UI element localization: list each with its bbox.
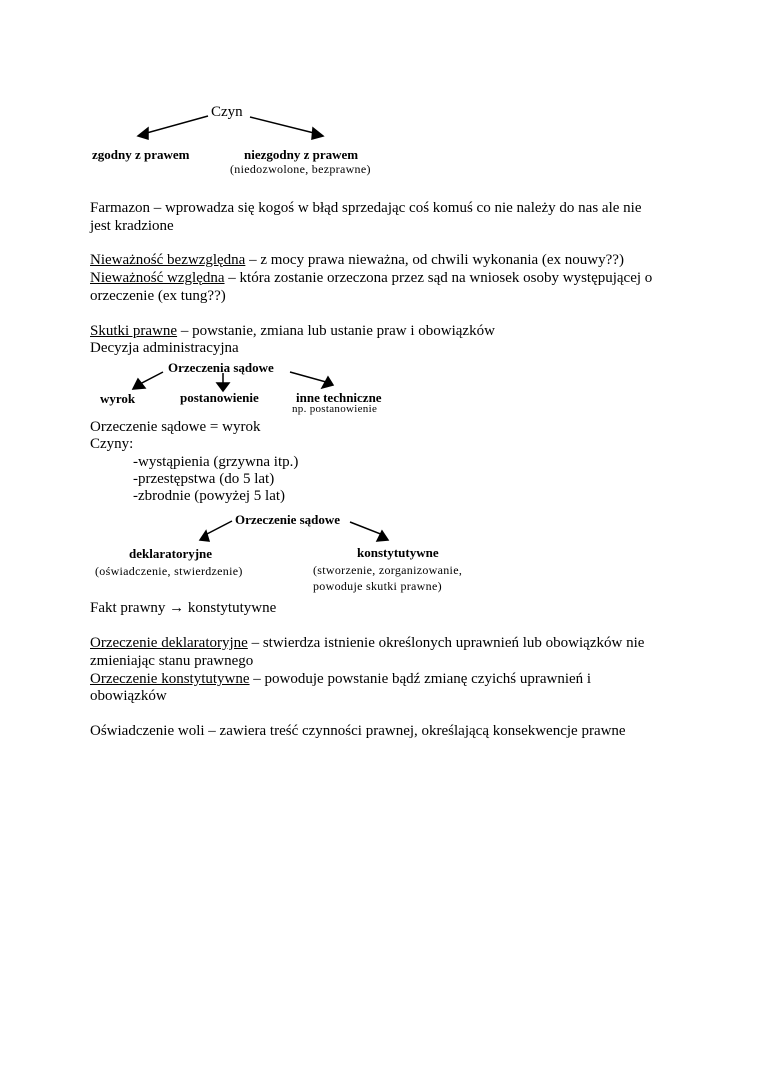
- oswiadczenie-woli: Oświadczenie woli – zawiera treść czynności prawnej, określającą konsekwencje prawne: [90, 723, 626, 739]
- arrowhead-icon: [133, 379, 145, 389]
- czyny-item: -wystąpienia (grzywna itp.): [133, 454, 299, 470]
- farmazon-line1: Farmazon – wprowadza się kogoś w błąd sprzedając coś komuś co nie należy do nas ale nie: [90, 200, 642, 216]
- arrow-czyn-right: [250, 117, 318, 134]
- diagram1-root: Czyn: [211, 104, 243, 120]
- orzeczenie-konstytutywne-cont: obowiązków: [90, 688, 167, 704]
- diagram3-right: konstytutywne: [357, 545, 439, 560]
- diagram3-left: deklaratoryjne: [129, 546, 213, 561]
- arrow-czyn-left: [143, 116, 208, 134]
- skutki-prawne: Skutki prawne – powstanie, zmiana lub ustanie praw i obowiązków: [90, 323, 495, 339]
- arrow-orz-right: [290, 372, 326, 382]
- orzeczenie-deklaratoryjne: Orzeczenie deklaratoryjne – stwierdza istnienie określonych uprawnień lub obowiązków nie: [90, 635, 645, 651]
- diagram1-right-note: (niedozwolone, bezprawne): [230, 162, 371, 176]
- farmazon-line2: jest kradzione: [90, 218, 174, 234]
- diagram3-root: Orzeczenie sądowe: [235, 512, 341, 527]
- arrow-orzecz-right: [350, 522, 383, 535]
- niewaznosc-bezwzgledna: Nieważność bezwzględna – z mocy prawa nieważna, od chwili wykonania (ex nouwy??): [90, 252, 624, 268]
- orzeczenie-deklaratoryjne-cont: zmieniając stanu prawnego: [90, 653, 254, 669]
- diagram3-right-note1: (stworzenie, zorganizowanie,: [313, 563, 463, 577]
- decyzja: Decyzja administracyjna: [90, 340, 239, 356]
- arrowhead-icon: [322, 377, 333, 388]
- diagram3-left-note: (oświadczenie, stwierdzenie): [95, 564, 243, 578]
- diagram2-middle: postanowienie: [180, 390, 259, 405]
- diagram3-right-note2: powoduje skutki prawne): [313, 579, 442, 593]
- czyny: Czyny:: [90, 436, 134, 452]
- czyny-item: -zbrodnie (powyżej 5 lat): [133, 488, 286, 504]
- diagram2-right: inne techniczne: [296, 390, 382, 405]
- fakt-prawny: Fakt prawny → konstytutywne: [90, 600, 277, 616]
- diagram2-root: Orzeczenia sądowe: [168, 360, 274, 375]
- diagram2-right-note: np. postanowienie: [292, 403, 378, 415]
- orzeczenie-konstytutywne: Orzeczenie konstytutywne – powoduje powstanie bądź zmianę czyichś uprawnień i: [90, 671, 592, 687]
- diagram2-left: wyrok: [100, 391, 136, 406]
- arrowhead-icon: [200, 531, 209, 541]
- arrow-orzecz-left: [205, 521, 232, 535]
- orzeczenie-wyrok: Orzeczenie sądowe = wyrok: [90, 419, 261, 435]
- niewaznosc-wzgledna-cont: orzeczenie (ex tung??): [90, 288, 226, 304]
- arrowhead-icon: [138, 128, 148, 139]
- arrowhead-icon: [312, 128, 323, 139]
- diagram1-left: zgodny z prawem: [92, 147, 190, 162]
- czyny-item: -przestępstwa (do 5 lat): [133, 471, 275, 487]
- diagram1-right: niezgodny z prawem: [244, 147, 359, 162]
- niewaznosc-wzgledna: Nieważność względna – która zostanie orzeczona przez sąd na wniosek osoby występującej o: [90, 270, 653, 286]
